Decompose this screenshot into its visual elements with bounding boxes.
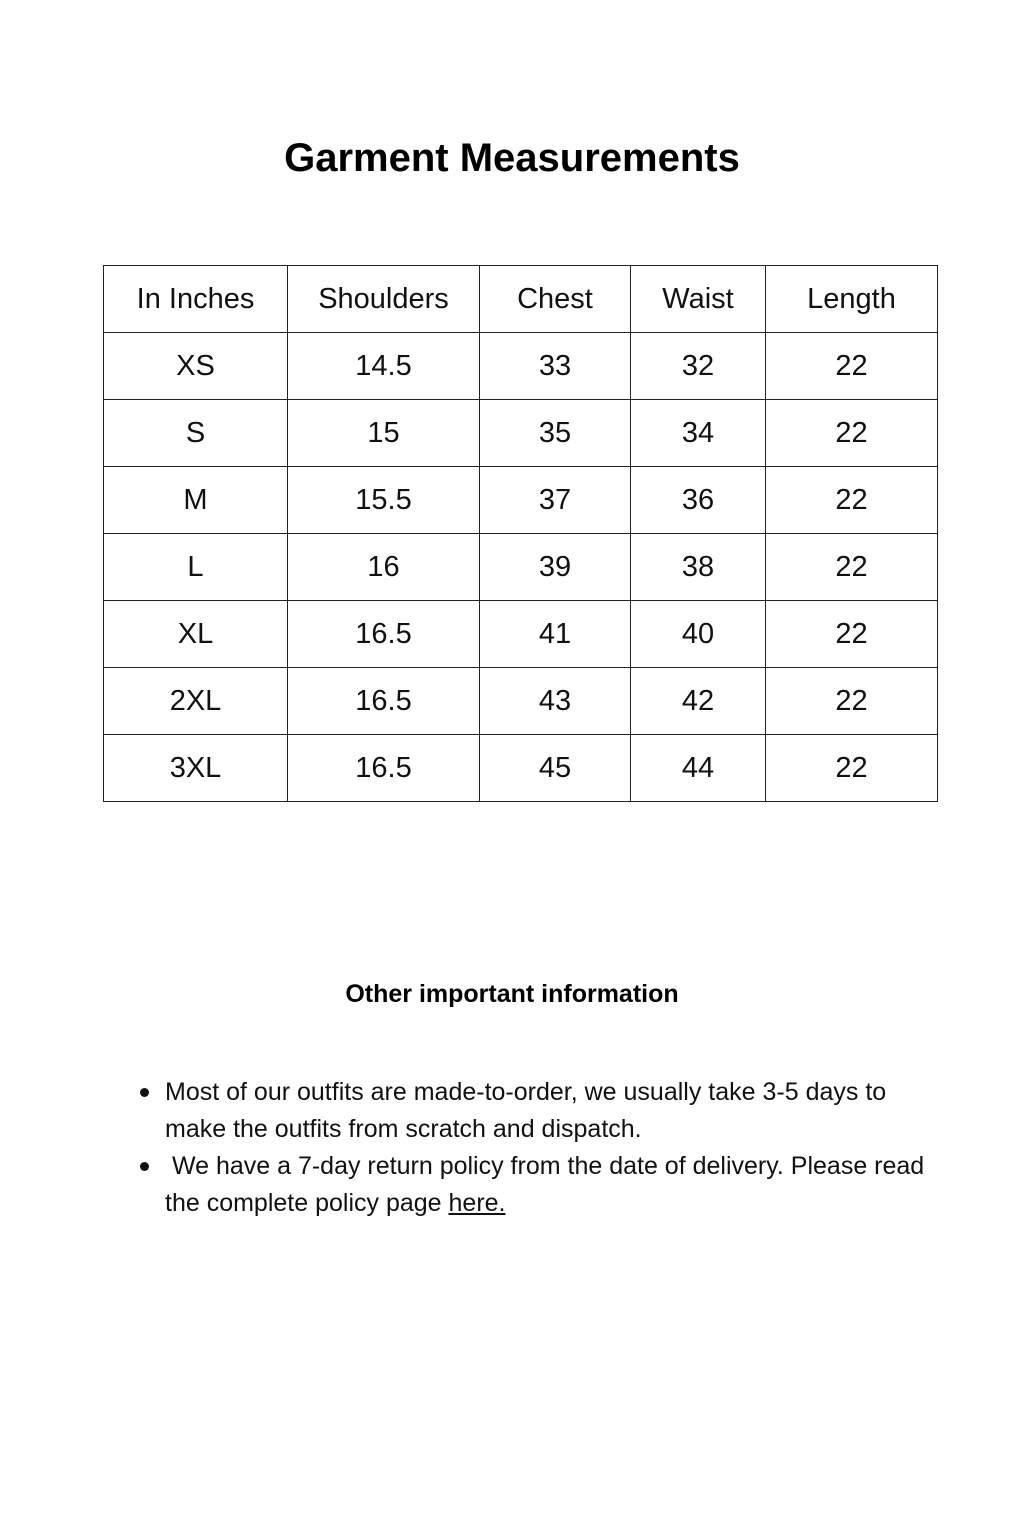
chest-cell: 39 xyxy=(480,534,631,601)
table-row xyxy=(104,467,938,534)
chest-cell: 41 xyxy=(480,601,631,668)
chest-cell: 43 xyxy=(480,668,631,735)
info-list xyxy=(140,1074,930,1222)
shoulders-cell: 15 xyxy=(288,400,480,467)
header-cell: Length xyxy=(766,266,938,333)
chest-cell: 37 xyxy=(480,467,631,534)
length-cell: 22 xyxy=(766,467,938,534)
header-cell: Waist xyxy=(631,266,766,333)
waist-cell: 42 xyxy=(631,668,766,735)
table-row xyxy=(104,735,938,802)
shoulders-cell: 16 xyxy=(288,534,480,601)
waist-cell: 34 xyxy=(631,400,766,467)
shoulders-cell: 16.5 xyxy=(288,735,480,802)
waist-cell: 38 xyxy=(631,534,766,601)
chest-cell: 33 xyxy=(480,333,631,400)
chest-cell: 45 xyxy=(480,735,631,802)
size-cell: XS xyxy=(104,333,288,400)
return-policy-text: We have a 7-day return policy from the date of delivery. Please read the complete policy page xyxy=(165,1152,932,1217)
length-cell: 22 xyxy=(766,735,938,802)
size-cell: S xyxy=(104,400,288,467)
bullet-icon xyxy=(140,1162,149,1171)
size-chart-table xyxy=(103,265,938,802)
size-cell: 2XL xyxy=(104,668,288,735)
waist-cell: 36 xyxy=(631,467,766,534)
shoulders-cell: 16.5 xyxy=(288,668,480,735)
table-row xyxy=(104,601,938,668)
header-cell: Chest xyxy=(480,266,631,333)
bullet-icon xyxy=(140,1088,149,1097)
length-cell: 22 xyxy=(766,400,938,467)
shoulders-cell: 14.5 xyxy=(288,333,480,400)
length-cell: 22 xyxy=(766,601,938,668)
size-cell: XL xyxy=(104,601,288,668)
length-cell: 22 xyxy=(766,668,938,735)
policy-link[interactable]: here. xyxy=(448,1189,506,1217)
length-cell: 22 xyxy=(766,534,938,601)
list-item xyxy=(140,1148,930,1222)
header-cell: In Inches xyxy=(104,266,288,333)
size-cell: L xyxy=(104,534,288,601)
shoulders-cell: 15.5 xyxy=(288,467,480,534)
waist-cell: 32 xyxy=(631,333,766,400)
size-cell: 3XL xyxy=(104,735,288,802)
info-heading: Other important information xyxy=(345,980,679,1008)
length-cell: 22 xyxy=(766,333,938,400)
table-header-row xyxy=(104,266,938,333)
table-row xyxy=(104,668,938,735)
waist-cell: 44 xyxy=(631,735,766,802)
table-row xyxy=(104,534,938,601)
table-row xyxy=(104,333,938,400)
chest-cell: 35 xyxy=(480,400,631,467)
page-title: Garment Measurements xyxy=(284,136,740,180)
shoulders-cell: 16.5 xyxy=(288,601,480,668)
list-item xyxy=(140,1074,930,1148)
header-cell: Shoulders xyxy=(288,266,480,333)
size-cell: M xyxy=(104,467,288,534)
waist-cell: 40 xyxy=(631,601,766,668)
made-to-order-text: Most of our outfits are made-to-order, we usually take 3-5 days to make the outfits from scratch and dispatch. xyxy=(165,1078,887,1143)
table-row xyxy=(104,400,938,467)
